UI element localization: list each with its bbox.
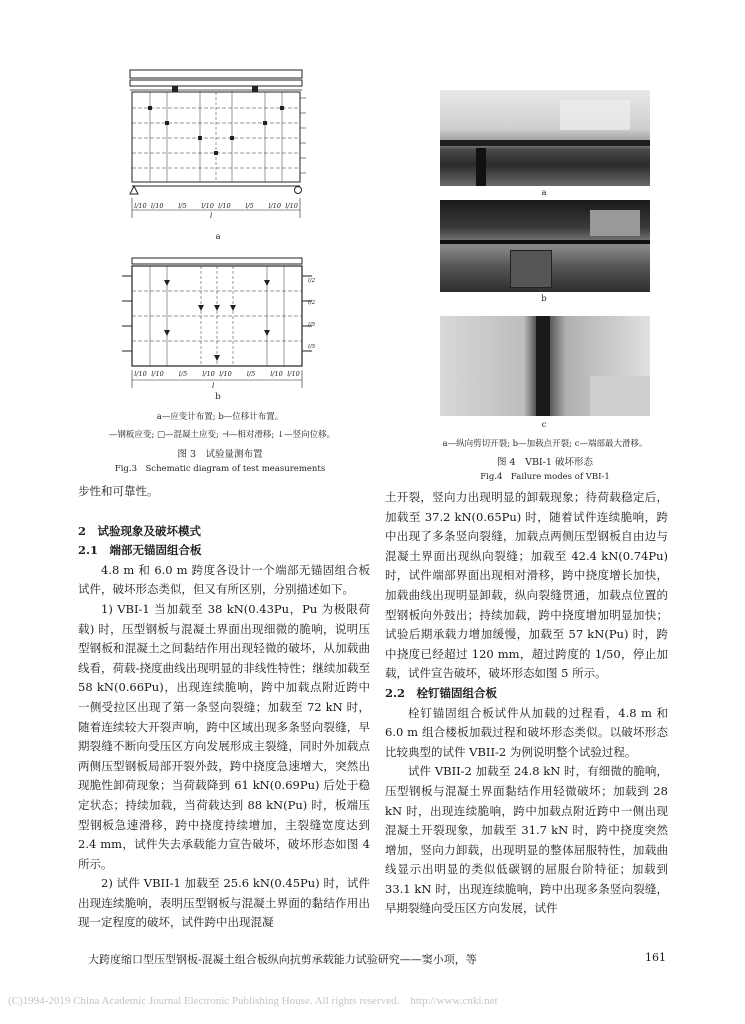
figure-3-title-en: Fig.3 Schematic diagram of test measurements bbox=[114, 464, 326, 474]
continued-text: 步性和可靠性。 bbox=[78, 484, 159, 498]
figure-3b-label: b bbox=[215, 392, 221, 402]
photo-loading-point-cracking bbox=[440, 200, 650, 292]
running-title: 大跨度缩口型压型钢板-混凝土组合板纵向抗剪承载能力试验研究——窦小项，等 bbox=[88, 953, 477, 966]
dimension-labels-a: l/10 l/10 l/5 l/10 l/10 l/5 l/10 l/10 bbox=[134, 202, 298, 210]
paragraph: 2) 试件 VBII-1 加载至 25.6 kN(0.45Pu) 时，试件出现连续脆响，表明压型钢板与混凝土界面的黏结作用出现一定程度的破坏，试件跨中出现混凝 bbox=[78, 876, 370, 930]
photo-end-maximum-slip bbox=[440, 316, 650, 416]
figure-4-title-en: Fig.4 Failure modes of VBI-1 bbox=[480, 472, 610, 482]
right-column bbox=[385, 488, 668, 919]
figure-4a-label: a bbox=[541, 188, 547, 198]
figure-3b bbox=[112, 256, 317, 396]
paragraph: 4.8 m 和 6.0 m 跨度各设计一个端部无锚固组合板试件，破坏形态类似，但又有所区别，分别描述如下。 bbox=[78, 562, 370, 597]
figure-4-legend: a—纵向剪切开裂; b—加载点开裂; c—端部最大滑移。 bbox=[442, 439, 648, 449]
photo-longitudinal-shear-cracking bbox=[440, 90, 650, 186]
left-column bbox=[78, 482, 370, 933]
span-label-a: l bbox=[210, 212, 213, 220]
figure-4b-label: b bbox=[541, 294, 547, 304]
paragraph: 试件 VBII-2 加载至 24.8 kN 时，有细微的脆响，压型钢板与混凝土界面黏结作用轻微破坏；加载到 28 kN 时，出现连续脆响，跨中加载点附近跨中一侧出现混凝土开裂现象，加载至 31.7 kN 时，跨中挠度突然增加，竖向力卸载，出现明显的整体屈服特性，加载曲线显示出明显的类似低碳钢的屈服台阶特征；加载到 33.1 kN 时，出现连续脆响，跨中出现多条竖向裂缝，早期裂缝向受压区方向发展，试件 bbox=[385, 764, 668, 916]
section-2-2-heading: 2.2 栓钉锚固组合板 bbox=[385, 685, 498, 700]
section-2-1-heading: 2.1 端部无锚固组合板 bbox=[78, 543, 202, 558]
figure-3a-label: a bbox=[215, 232, 221, 242]
copyright-watermark: (C)1994-2019 China Academic Journal Electronic Publishing House. All rights reserved. http://www.cnki.net bbox=[8, 995, 498, 1007]
figure-3-title: 图 3 试验量测布置 bbox=[177, 449, 263, 460]
paragraph: 土开裂，竖向力出现明显的卸载现象；待荷载稳定后，加载至 37.2 kN(0.65Pu) 时，随着试件连续脆响，跨中出现了多条竖向裂缝，加载点两侧压型钢板自由边与混凝土界面出现纵向裂缝；加载至 42.4 kN(0.74Pu) 时，试件端部界面出现相对滑移，跨中挠度增长加快，加载曲线出现明显卸载，纵向裂缝贯通，加载点位置的型钢板向外鼓出；持续加载，跨中挠度增加明显加快；试验后期承载力增加缓慢，加载至 57 kN(Pu) 时，跨中挠度已经超过 120 mm，超过跨度的 1/50，停止加载，试件宣告破坏，破坏形态如图 5 所示。 bbox=[385, 490, 668, 681]
section-2-heading: 2 试验现象及破坏模式 bbox=[78, 523, 202, 538]
paragraph: 1) VBI-1 当加载至 38 kN(0.43Pu，Pu 为极限荷载) 时，压型钢板与混凝土界面出现细微的脆响，说明压型钢板和混凝土之间黏结作用出现轻微的破坏，从加载曲线看，荷载-挠度曲线出现明显的非线性特性；继续加载至 58 kN(0.66Pu)，出现连续脆响，跨中加载点附近跨中一侧受拉区出现了第一条竖向裂缝；加载至 72 kN 时，随着连续较大开裂声响，跨中区域出现多条竖向裂缝，早期裂缝不断向受压区方向发展形成主裂缝，同时外加载点两侧压型钢板局部开裂外鼓，跨中挠度急速增大，突然出现脆性卸荷现象；当荷载降到 61 kN(0.69Pu) 后处于稳定状态；持续加载，当荷载达到 88 kN(Pu) 时，板端压型钢板急速滑移，跨中挠度持续增加，主裂缝宽度达到 2.4 mm，试件失去承载能力宣告破坏，破坏形态如图 4 所示。 bbox=[78, 601, 370, 871]
figure-4c-label: c bbox=[541, 420, 547, 430]
dimension-labels-b: l/10 l/10 l/5 l/10 l/10 l/5 l/10 l/10 bbox=[134, 370, 300, 378]
page-number: 161 bbox=[645, 951, 666, 964]
figure-4-title: 图 4 VBI-1 破坏形态 bbox=[497, 457, 593, 468]
paragraph: 栓钉锚固组合板试件从加载的过程看，4.8 m 和 6.0 m 组合楼板加载过程和破坏形态类似。以破坏形态比较典型的试件 VBII-2 为例说明整个试验过程。 bbox=[385, 705, 668, 759]
figure-3-legend-1: a—应变计布置; b—位移计布置。 bbox=[156, 412, 284, 422]
strain-gauge-layout-drawing bbox=[112, 68, 317, 238]
figure-3-legend-2: —钢板应变; □—混凝土应变; ⊣—相对滑移; ↓—竖向位移。 bbox=[108, 430, 336, 440]
figure-3a bbox=[112, 68, 317, 238]
span-label-b: l bbox=[212, 382, 215, 390]
length-marks: l/2 l/2 l/5 l/5 bbox=[308, 278, 316, 350]
